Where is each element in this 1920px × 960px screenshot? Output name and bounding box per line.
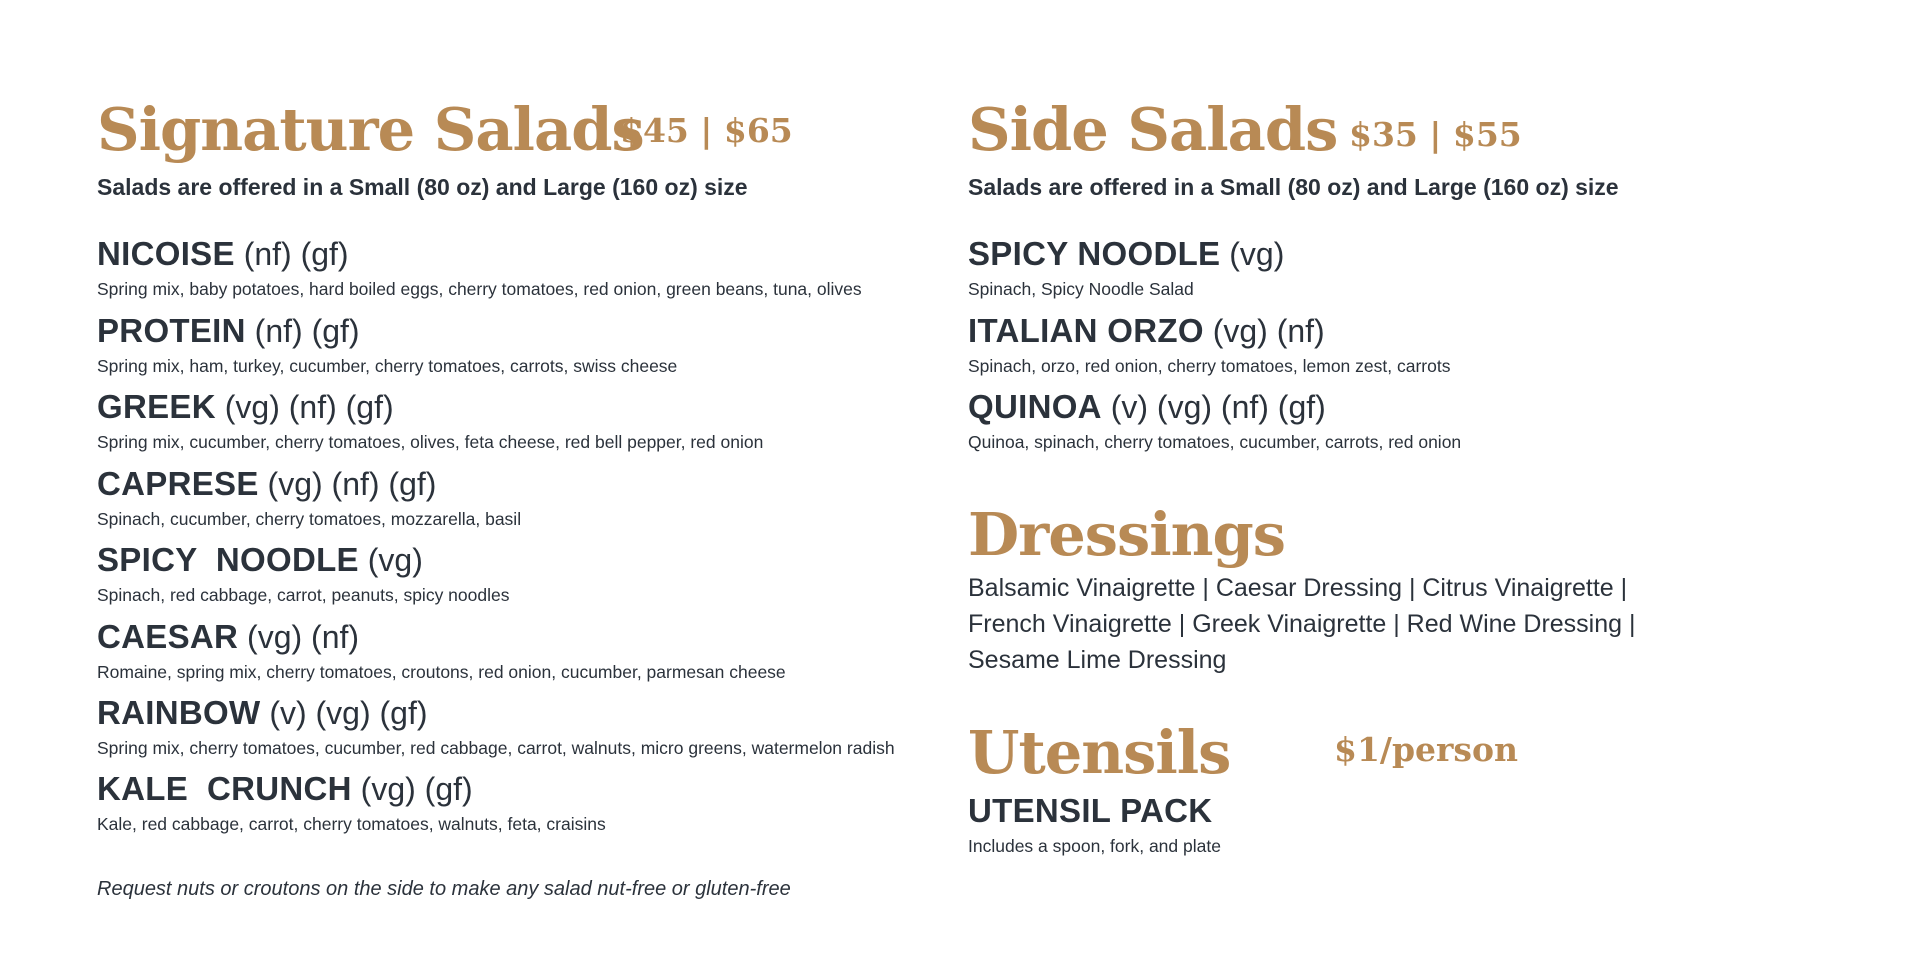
item-tags: (vg) (gf) xyxy=(351,771,473,807)
item-name: CAPRESE xyxy=(97,465,259,502)
item-tags: (vg) (nf) xyxy=(238,619,360,655)
signature-salads-title: Signature Salads xyxy=(97,95,644,164)
menu-item xyxy=(97,694,895,759)
item-description: Spring mix, cherry tomatoes, cucumber, red cabbage, carrot, walnuts, micro greens, watermelon radish xyxy=(97,738,895,758)
side-salads-subtitle: Salads are offered in a Small (80 oz) and Large (160 oz) size xyxy=(968,174,1619,200)
salad-note: Request nuts or croutons on the side to make any salad nut-free or gluten-free xyxy=(97,878,791,900)
item-tags: (nf) (gf) xyxy=(245,313,360,349)
item-name: CAESAR xyxy=(97,618,239,655)
dressings-list: Balsamic Vinaigrette | Caesar Dressing | Citrus Vinaigrette | French Vinaigrette | Greek Vinaigrette | Red Wine Dressing | Sesame Lime Dressing xyxy=(968,574,1636,674)
menu-item xyxy=(97,541,509,606)
item-name: UTENSIL PACK xyxy=(968,792,1213,829)
menu-item xyxy=(968,388,1461,453)
menu-item xyxy=(97,312,677,377)
item-description: Spring mix, ham, turkey, cucumber, cherry tomatoes, carrots, swiss cheese xyxy=(97,356,678,376)
menu-item xyxy=(97,465,521,530)
item-description: Spinach, red cabbage, carrot, peanuts, spicy noodles xyxy=(97,585,510,605)
item-name: SPICY NOODLE xyxy=(968,235,1221,272)
item-name: PROTEIN xyxy=(97,312,246,349)
menu-item xyxy=(968,312,1450,377)
utensils-title: Utensils xyxy=(968,718,1231,787)
menu-item xyxy=(97,388,763,453)
item-description: Spring mix, cucumber, cherry tomatoes, olives, feta cheese, red bell pepper, red onion xyxy=(97,432,764,452)
item-tags: (vg) (nf) (gf) xyxy=(258,466,437,502)
item-description: Spinach, orzo, red onion, cherry tomatoes, lemon zest, carrots xyxy=(968,356,1451,376)
menu-item xyxy=(968,235,1284,300)
item-tags: (vg) (nf) (gf) xyxy=(215,389,394,425)
item-description: Kale, red cabbage, carrot, cherry tomatoes, walnuts, feta, craisins xyxy=(97,814,606,834)
signature-salads-subtitle: Salads are offered in a Small (80 oz) and Large (160 oz) size xyxy=(97,174,748,200)
item-description: Romaine, spring mix, cherry tomatoes, croutons, red onion, cucumber, parmesan cheese xyxy=(97,662,786,682)
item-name: GREEK xyxy=(97,388,216,425)
item-name: ITALIAN ORZO xyxy=(968,312,1204,349)
item-description: Quinoa, spinach, cherry tomatoes, cucumber, carrots, red onion xyxy=(968,432,1462,452)
item-name: KALE CRUNCH xyxy=(97,770,352,807)
item-name: NICOISE xyxy=(97,235,235,272)
side-salads-title: Side Salads xyxy=(968,95,1338,164)
item-description: Spinach, cucumber, cherry tomatoes, mozzarella, basil xyxy=(97,509,522,529)
signature-salads-price: $45 | $65 xyxy=(620,111,793,150)
side-salads-price: $35 | $55 xyxy=(1349,115,1522,154)
item-tags: (vg) xyxy=(358,542,423,578)
item-name: RAINBOW xyxy=(97,694,261,731)
item-tags: (nf) (gf) xyxy=(234,236,349,272)
item-name: QUINOA xyxy=(968,388,1102,425)
item-tags: (vg) xyxy=(1220,236,1285,272)
item-description: Includes a spoon, fork, and plate xyxy=(968,836,1221,856)
item-tags: (vg) (nf) xyxy=(1203,313,1325,349)
item-description: Spinach, Spicy Noodle Salad xyxy=(968,279,1194,299)
menu-item xyxy=(968,792,1221,857)
dressings-title: Dressings xyxy=(968,500,1285,569)
menu-item xyxy=(97,770,606,835)
utensils-price: $1/person xyxy=(1334,730,1519,769)
item-tags: (v) (vg) (gf) xyxy=(260,695,428,731)
item-description: Spring mix, baby potatoes, hard boiled eggs, cherry tomatoes, red onion, green beans, tuna, olives xyxy=(97,279,862,299)
menu-item xyxy=(97,235,862,300)
menu-item xyxy=(97,618,786,683)
item-tags: (v) (vg) (nf) (gf) xyxy=(1101,389,1326,425)
item-name: SPICY NOODLE xyxy=(97,541,359,578)
